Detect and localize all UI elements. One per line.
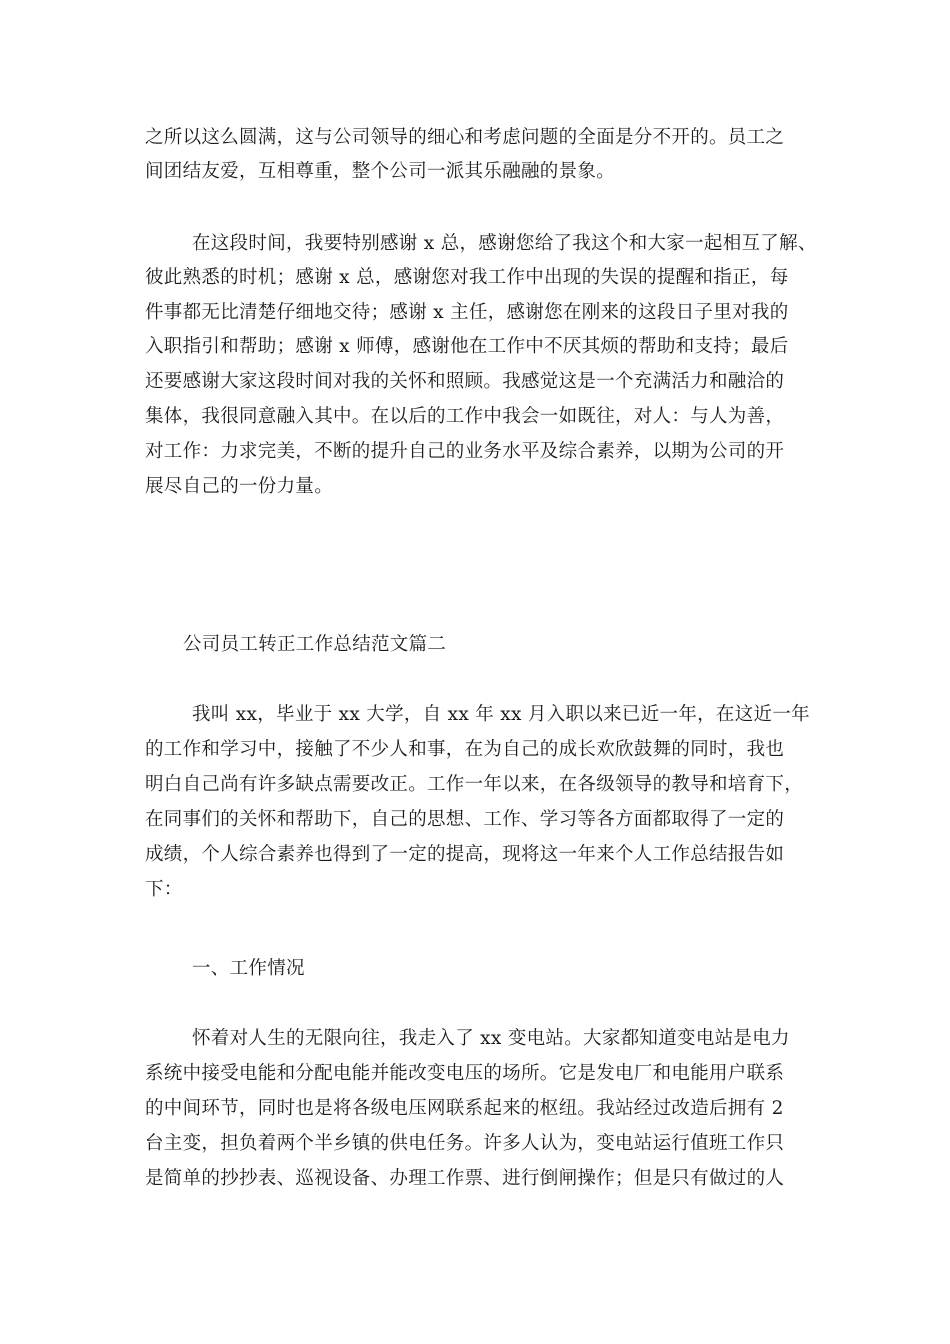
paragraph-line: 之所以这么圆满，这与公司领导的细心和考虑问题的全面是分不开的。员工之 — [145, 127, 785, 148]
paragraph-line: 的中间环节，同时也是将各级电压网联系起来的枢纽。我站经过改造后拥有 2 — [145, 1098, 784, 1119]
paragraph-line: 彼此熟悉的时机；感谢 x 总，感谢您对我工作中出现的失误的提醒和指正，每 — [145, 267, 789, 288]
section-heading: 一、工作情况 — [192, 958, 305, 979]
paragraph-line: 怀着对人生的无限向往，我走入了 xx 变电站。大家都知道变电站是电力 — [192, 1028, 790, 1049]
paragraph-line: 下： — [145, 879, 183, 900]
paragraph-line: 的工作和学习中，接触了不少人和事，在为自己的成长欢欣鼓舞的同时，我也 — [145, 739, 785, 760]
paragraph-line: 我叫 xx，毕业于 xx 大学，自 xx 年 xx 月入职以来已近一年，在这近一年 — [192, 704, 810, 725]
paragraph-line: 台主变，担负着两个半乡镇的供电任务。许多人认为，变电站运行值班工作只 — [145, 1133, 785, 1154]
paragraph-line: 在这段时间，我要特别感谢 x 总，感谢您给了我这个和大家一起相互了解、 — [192, 233, 817, 254]
article-title: 公司员工转正工作总结范文篇二 — [183, 634, 447, 655]
paragraph-line: 展尽自己的一份力量。 — [145, 476, 334, 497]
paragraph-line: 成绩，个人综合素养也得到了一定的提高，现将这一年来个人工作总结报告如 — [145, 844, 785, 865]
paragraph-line: 还要感谢大家这段时间对我的关怀和照顾。我感觉这是一个充满活力和融洽的 — [145, 371, 785, 392]
paragraph-line: 在同事们的关怀和帮助下，自己的思想、工作、学习等各方面都取得了一定的 — [145, 809, 785, 830]
paragraph-line: 对工作：力求完美，不断的提升自己的业务水平及综合素养，以期为公司的开 — [145, 441, 785, 462]
paragraph-line: 系统中接受电能和分配电能并能改变电压的场所。它是发电厂和电能用户联系 — [145, 1063, 785, 1084]
paragraph-line: 入职指引和帮助；感谢 x 师傅，感谢他在工作中不厌其烦的帮助和支持；最后 — [145, 336, 789, 357]
paragraph-line: 间团结友爱，互相尊重，整个公司一派其乐融融的景象。 — [145, 161, 616, 182]
paragraph-line: 件事都无比清楚仔细地交待；感谢 x 主任，感谢您在刚来的这段日子里对我的 — [145, 302, 789, 323]
paragraph-line: 是简单的抄抄表、巡视设备、办理工作票、进行倒闸操作；但是只有做过的人 — [145, 1168, 785, 1189]
paragraph-line: 集体，我很同意融入其中。在以后的工作中我会一如既往，对人：与人为善， — [145, 406, 785, 427]
paragraph-line: 明白自己尚有许多缺点需要改正。工作一年以来，在各级领导的教导和培育下， — [145, 774, 804, 795]
